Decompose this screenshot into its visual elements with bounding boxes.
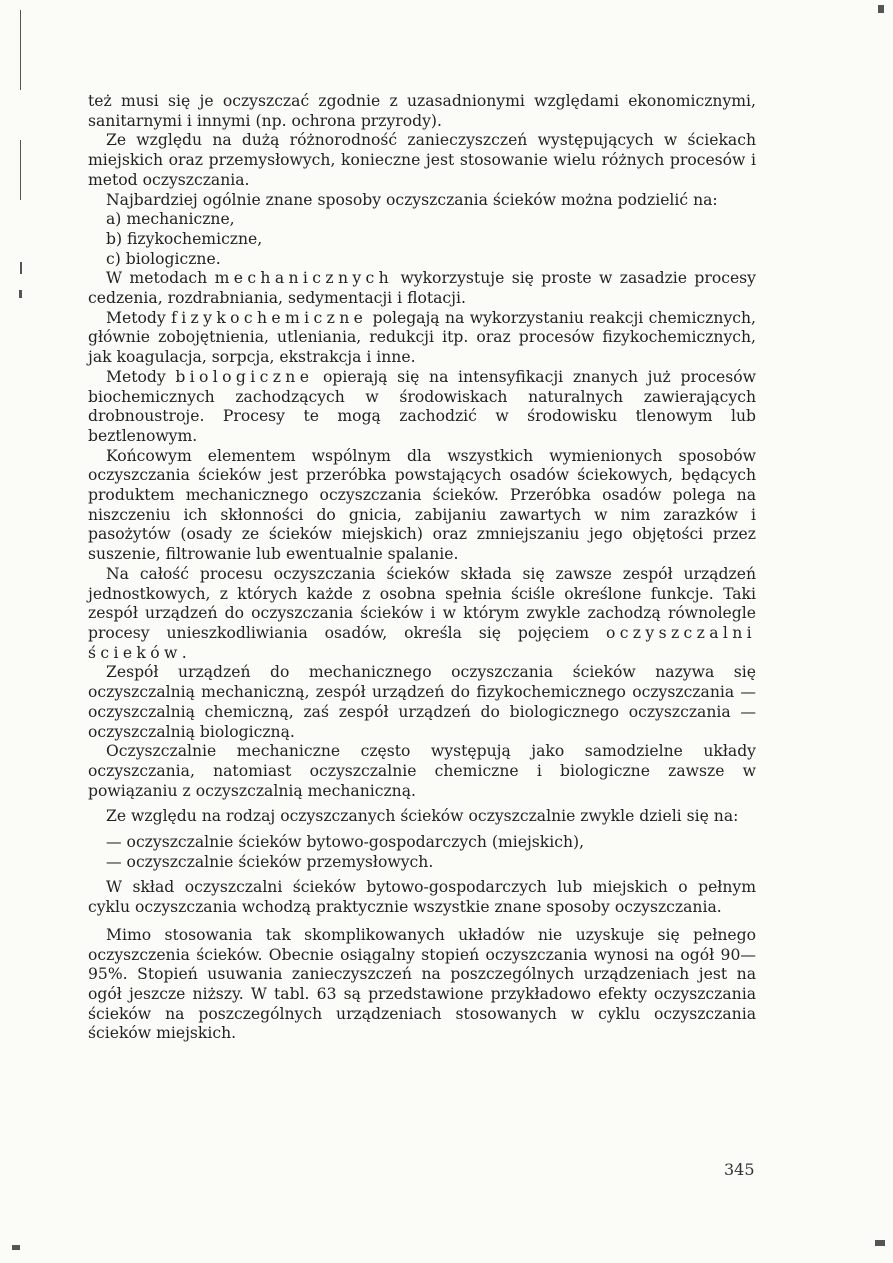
paragraph-plant — [88, 565, 756, 664]
scan-margin-mark — [875, 1240, 885, 1246]
paragraph-plant-types — [88, 663, 756, 742]
mechanical-term: mechanicznych — [214, 269, 394, 288]
sludge-text: Końcowym elementem wspólnym dla wszystkich wymienionych sposobów oczyszczania ścieków jest przeróbka powstających osadów ściekowych, będących produktem mechanicznego oczyszczania ścieków. Przeróbka osadów polega na niszczeniu ich skłonności do gnicia, zabijaniu zawartych w nim zarazków i pasożytów (osady ze ścieków miejskich) oraz zmniejszaniu jego objętości przez suszenie, filtrowanie lub ewentualnie spalanie. — [88, 446, 756, 564]
paragraph-division — [88, 807, 756, 827]
page-body — [88, 92, 756, 1044]
plant-before: Na całość procesu oczyszczania ścieków składa się zawsze zespół urządzeń jednostkowych, z których każde z osobna spełnia ściśle określone funkcje. Taki zespół urządzeń do oczyszczania ścieków i w którym zwykle zachodzą równolegle procesy unieszkodliwiania osadów, określa się pojęciem — [88, 564, 756, 642]
paragraph-mechanical — [88, 269, 756, 308]
paragraph-sludge — [88, 447, 756, 565]
mechanical-after: wykorzystuje się proste w zasadzie procesy cedzenia, rozdrabniania, sedymentacji i flotacji. — [88, 269, 756, 308]
paragraph-biological — [88, 368, 756, 447]
division-text: Ze względu na rodzaj oczyszczanych ścieków oczyszczalnie zwykle dzieli się na: — [106, 807, 739, 826]
mechanical-before: W metodach — [106, 269, 215, 288]
page-number: 345 — [724, 1160, 755, 1179]
intro-text: też musi się je oczyszczać zgodnie z uzasadnionymi względami ekonomicznymi, sanitarnymi i innymi (np. ochrona przyrody). — [88, 92, 756, 130]
paragraph-efficiency — [88, 926, 756, 1044]
standalone-text: Oczyszczalnie mechaniczne często występują jako samodzielne układy oczyszczania, natomiast oczyszczalnie chemiczne i biologiczne zawsze w powiązaniu z oczyszczalnią mechaniczną. — [88, 742, 756, 800]
paragraph-methods-intro — [88, 191, 756, 211]
paragraph-municipal — [88, 878, 756, 917]
plant-term: oczyszczalni ścieków — [88, 623, 756, 662]
scan-margin-line — [20, 140, 21, 200]
biological-before: Metody — [106, 367, 176, 386]
physchem-after: polegają na wykorzystaniu reakcji chemicznych, głównie zobojętnienia, utleniania, redukcji itp. oraz procesów fizykochemicznych, jak koagulacja, sorpcja, ekstrakcja i inne. — [88, 308, 756, 367]
paragraph-physchem — [88, 309, 756, 368]
method-item-c: c) biologiczne. — [106, 249, 221, 268]
paragraph-standalone — [88, 742, 756, 801]
physchem-term: fizykochemiczne — [171, 308, 368, 327]
method-item-a: a) mechaniczne, — [106, 210, 235, 229]
biological-term: biologiczne — [175, 367, 314, 386]
municipal-text: W skład oczyszczalni ścieków bytowo-gospodarczych lub miejskich o pełnym cyklu oczyszczania wchodzą praktycznie wszystkie znane sposoby oczyszczania. — [88, 878, 756, 917]
plant-after: . — [181, 643, 187, 662]
plant-types-text: Zespół urządzeń do mechanicznego oczyszczania ścieków nazywa się oczyszczalnią mechaniczną, zespół urządzeń do fizykochemicznego oczyszczania — oczyszczalnią chemiczną, zaś zespół urządzeń do biologicznego oczyszczania — oczyszczalnią biologiczną. — [88, 663, 756, 741]
paragraph-variety — [88, 131, 756, 190]
variety-text: Ze względu na dużą różnorodność zanieczyszczeń występujących w ściekach miejskich oraz przemysłowych, konieczne jest stosowanie wielu różnych procesów i metod oczyszczania. — [88, 131, 756, 189]
scan-margin-line — [20, 10, 21, 90]
physchem-before: Metody — [106, 308, 172, 327]
division-item-industrial: — oczyszczalnie ścieków przemysłowych. — [106, 852, 434, 871]
scan-margin-mark — [12, 1245, 20, 1250]
paragraph-intro — [88, 92, 756, 131]
scan-margin-mark — [19, 290, 22, 298]
division-item-municipal: — oczyszczalnie ścieków bytowo-gospodarczych (miejskich), — [106, 833, 585, 852]
biological-after: opierają się na intensyfikacji znanych już procesów biochemicznych zachodzących w środowiskach naturalnych zawierających drobnoustroje. Procesy te mogą zachodzić w środowisku tlenowym lub beztlenowym. — [88, 367, 756, 445]
methods-intro-text: Najbardziej ogólnie znane sposoby oczyszczania ścieków można podzielić na: — [106, 190, 718, 209]
efficiency-text: Mimo stosowania tak skomplikowanych układów nie uzyskuje się pełnego oczyszczenia ścieków. Obecnie osiągalny stopień oczyszczania wynosi na ogół 90—95%. Stopień usuwania zanieczyszczeń na poszczególnych urządzeniach jest na ogół jeszcze niższy. W tabl. 63 są przedstawione przykładowo efekty oczyszczania ścieków na poszczególnych urządzeniach stosowanych w cyklu oczyszczania ścieków miejskich. — [88, 925, 756, 1043]
method-item-b: b) fizykochemiczne, — [106, 229, 263, 248]
scan-margin-mark — [20, 262, 22, 274]
scan-margin-mark — [878, 5, 884, 13]
